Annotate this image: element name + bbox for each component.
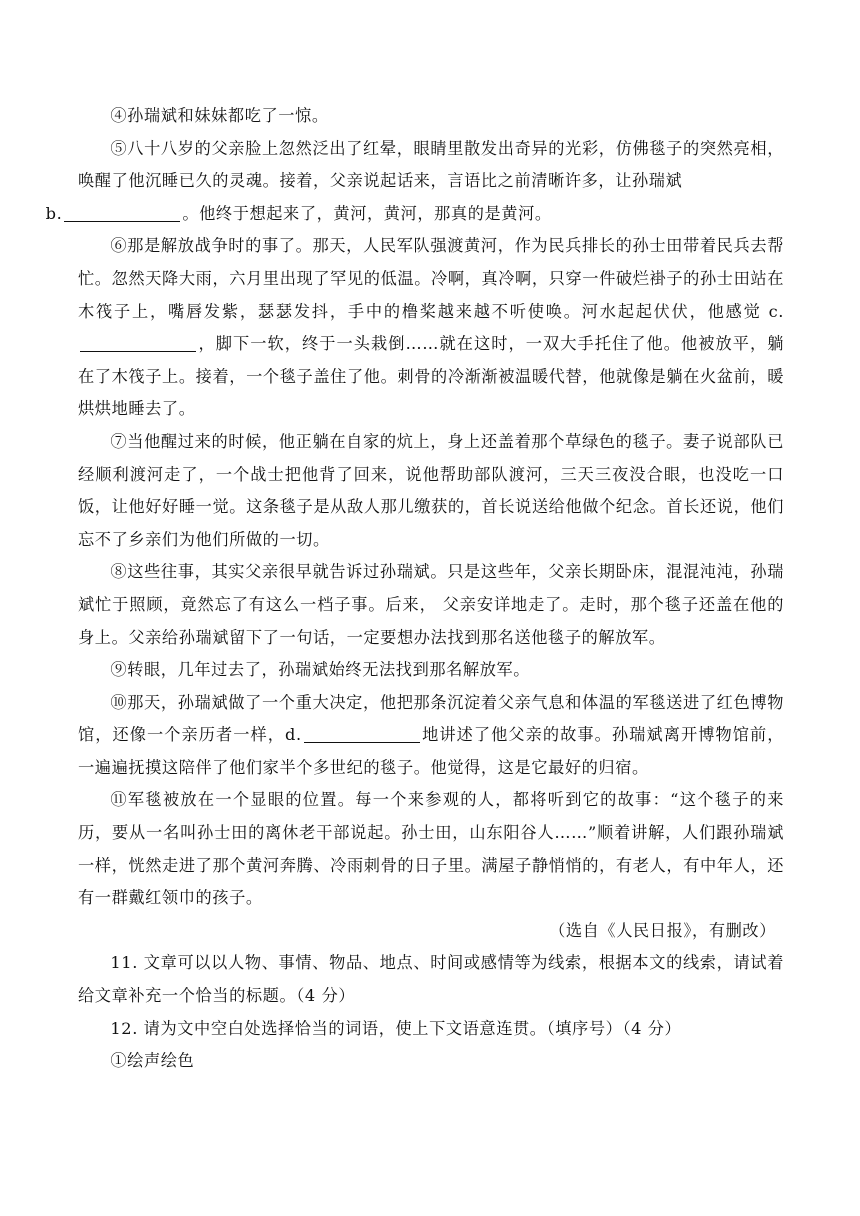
paragraph-11: ⑪军毯被放在一个显眼的位置。每一个来参观的人，都将听到它的故事：“这个毯子的来历，要从一名叫孙士田的离休老干部说起。孙士田，山东阳谷人……”顺着讲解，人们跟孙瑞斌一样，恍然走进了那个黄河奔腾、冷雨刺骨的日子里。满屋子静悄悄的，有老人，有中年人，还有一群戴红领巾的孩子。 [78, 790, 784, 908]
paragraph-7: ⑦当他醒过来的时候，他正躺在自家的炕上，身上还盖着那个草绿色的毯子。妻子说部队已经顺利渡河走了，一个战士把他背了回来，说他帮助部队渡河，三天三夜没合眼，也没吃一口饭，让他好好睡一觉。这条毯子是从敌人那儿缴获的，首长说送给他做个纪念。首长还说，他们忘不了乡亲们为他们所做的一切。 [78, 431, 784, 549]
article-body [45, 100, 784, 1078]
blank-b[interactable] [64, 203, 180, 222]
paragraph-5-text-rest: 。他终于想起来了，黄河，黄河，那真的是黄河。 [182, 203, 552, 223]
option-1: ①绘声绘色 [110, 1051, 195, 1071]
paragraph-8: ⑧这些往事，其实父亲很早就告诉过孙瑞斌。只是这些年，父亲长期卧床，混混沌沌，孙瑞斌忙于照顾，竟然忘了有这么一档子事。后来， 父亲安详地走了。走时，那个毯子还盖在他的身上。父亲给孙瑞斌留下了一句话，一定要想办法找到那名送他毯子的解放军。 [78, 562, 784, 647]
paragraph-5-text: ⑤八十八岁的父亲脸上忽然泛出了红晕，眼睛里散发出奇异的光彩，仿佛毯子的突然亮相，唤醒了他沉睡已久的灵魂。接着，父亲说起话来，言语比之前清晰许多，让孙瑞斌 [78, 138, 784, 191]
paragraph-10-text: ⑩那天，孙瑞斌做了一个重大决定，他把那条沉淀着父亲气息和体温的军毯送进了红色博物馆，还像一个亲历者一样，d. [78, 692, 784, 745]
blank-d[interactable] [304, 724, 420, 743]
blank-b-label: b. [45, 203, 63, 223]
paragraph-6 [78, 230, 784, 426]
blank-c[interactable] [80, 333, 196, 352]
paragraph-10-text-rest: 地讲述了他父亲的故事。孙瑞斌离开博物馆前，一遍遍抚摸这陪伴了他们家半个多世纪的毯子。他觉得，这是它最好的归宿。 [78, 725, 784, 777]
question-11: 11. 文章可以以人物、事情、物品、地点、时间或感情等为线索，根据本文的线索，请试着给文章补充一个恰当的标题。（4 分） [78, 953, 784, 1006]
paragraph-10 [78, 687, 784, 785]
source-citation: （选自《人民日报》，有删改） [549, 920, 776, 940]
question-12: 12. 请为文中空白处选择恰当的词语，使上下文语意连贯。（填序号）（4 分） [110, 1018, 682, 1038]
paragraph-6-text: ⑥那是解放战争时的事了。那天，人民军队强渡黄河，作为民兵排长的孙士田带着民兵去帮忙。忽然天降大雨，六月里出现了罕见的低温。冷啊，真冷啊，只穿一件破烂褂子的孙士田站在木筏子上，嘴唇发紫，瑟瑟发抖，手中的橹桨越来越不听使唤。河水起起伏伏，他感觉 c. [78, 236, 784, 321]
paragraph-9: ⑨转眼，几年过去了，孙瑞斌始终无法找到那名解放军。 [110, 660, 531, 680]
paragraph-6-text-rest: ，脚下一软，终于一头栽倒……就在这时，一双大手托住了他。他被放平，躺在了木筏子上。接着，一个毯子盖住了他。刺骨的冷渐渐被温暖代替，他就像是躺在火盆前，暖烘烘地睡去了。 [78, 334, 784, 419]
paragraph-5 [45, 133, 784, 231]
paragraph-4: ④孙瑞斌和妹妹都吃了一惊。 [110, 106, 329, 125]
